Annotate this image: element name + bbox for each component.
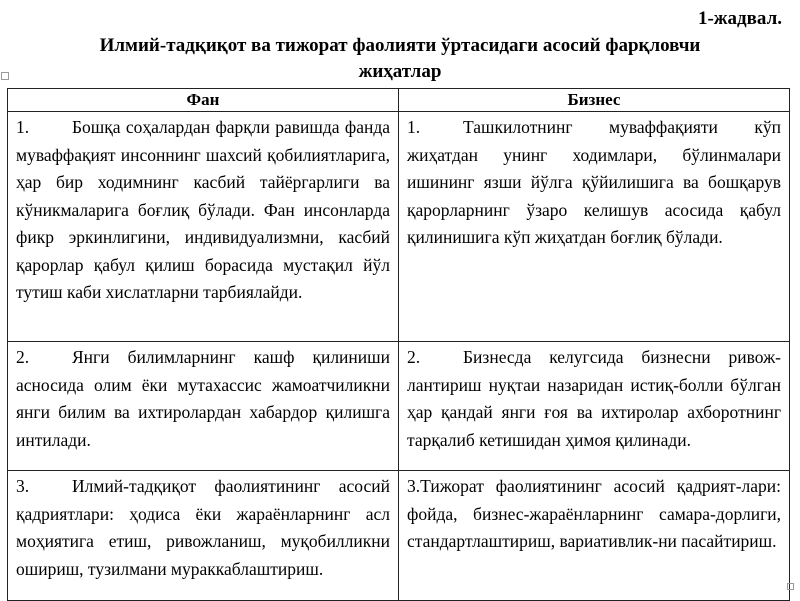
table-row [8,471,790,601]
table-title: Илмий-тадқиқот ва тижорат фаолияти ўртасидаги асосий фарқловчи жиҳатлар [99,35,701,82]
science-cell [8,112,399,342]
table-anchor-icon [1,72,9,80]
item-number: 1. [407,117,421,137]
table-row [8,342,790,471]
table-label: 1-жадвал. [697,8,782,29]
cell-text: 3.Тижорат фаолиятининг асосий қадрият-лари: фойда, бизнес-жараёнларнинг самара-дорлиги, стандартлаштириш, вариативлик-ни пасайтириш. [407,476,781,551]
table-end-icon [787,583,794,590]
column-header-business: Бизнес [399,89,790,112]
cell-text: Илмий-тадқиқот фаолиятининг асосий қадриятлари: ҳодиса ёки жараёнларнинг асл моҳиятига етиш, ривожланиш, муқобилликни ошириш, тузилмани мураккаблаштириш. [16,476,390,579]
business-cell [399,112,790,342]
science-cell [8,471,399,601]
comparison-table [7,88,790,601]
item-number: 2. [16,347,30,367]
table-row [8,112,790,342]
header-row [8,89,790,112]
item-number: 3. [16,476,30,496]
cell-text: Бошқа соҳалардан фарқли равишда фанда муваффақият инсоннинг шахсий қобилиятларига, ҳар бир ходимнинг касбий тайёргарлиги ва кўникмаларига боғлиқ бўлади. Фан инсонларда фикр эркинлигини, индивидуализмни, касбий қарорлар қабул қилиш борасида мустақил йўл тутиш каби хислатларни тарбиялайди. [16,117,390,302]
cell-text: Янги билимларнинг кашф қилиниши асносида олим ёки мутахассис жамоатчиликни янги билим ва ихтиролардан хабардор қилишга интилади. [16,347,390,450]
item-number: 2. [407,347,421,367]
cell-text: Бизнесда келугсида бизнесни ривож-лантириш нуқтаи назаридан истиқ-болли бўлган ҳар қандай янги ғоя ва ихтиролар ахборотнинг тарқалиб кетишидан ҳимоя қилинади. [407,347,781,450]
business-cell [399,471,790,601]
science-cell [8,342,399,471]
column-header-science: Фан [8,89,399,112]
item-number: 1. [16,117,30,137]
business-cell [399,342,790,471]
cell-text: Ташкилотнинг муваффақияти кўп жиҳатдан унинг ходимлари, бўлинмалари ишининг язши йўлга қўйилишига ва бошқарув қарорларнинг ўзаро келишув асосида қабул қилинишига кўп жиҳатдан боғлиқ бўлади. [407,117,781,247]
